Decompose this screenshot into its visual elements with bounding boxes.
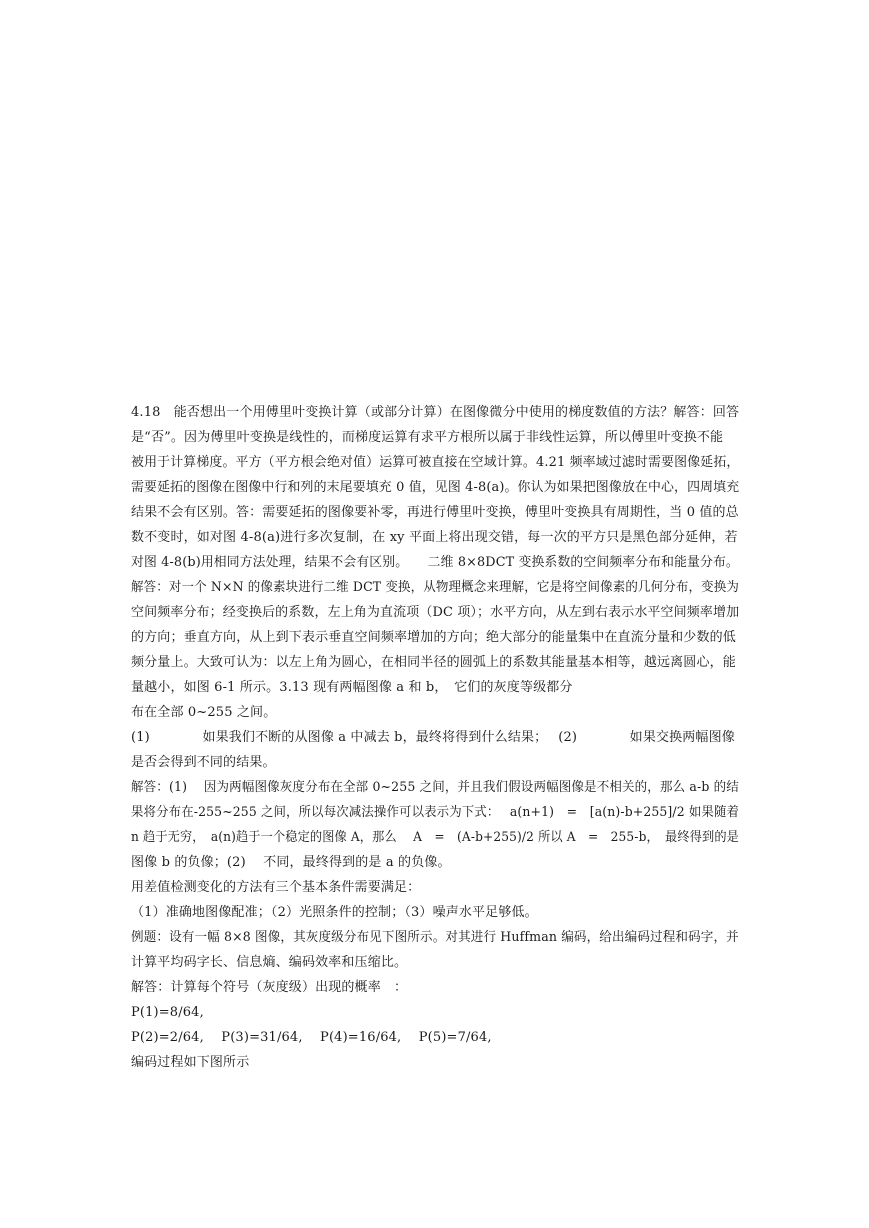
text-line: 计算平均码字长、信息熵、编码效率和压缩比。 [131,955,408,970]
text-line: 解答：(1) 因为两幅图像灰度分布在全部 0~255 之间，并且我们假设两幅图像是不相关的，那么 a-b 的结 [131,780,739,795]
text-line: 解答：计算每个符号（灰度级）出现的概率 ： [131,980,408,995]
text-line: 需要延拓的图像在图像中行和列的末尾要填充 0 值，见图 4-8(a)。你认为如果把图像放在中心，四周填充 [131,480,740,495]
text-line: 结果不会有区别。答：需要延拓的图像要补零，再进行傅里叶变换，傅里叶变换具有周期性，当 0 值的总 [131,505,739,520]
text-line: 数不变时，如对图 4-8(a)进行多次复制，在 xy 平面上将出现交错，每一次的平方只是黑色部分延伸，若 [131,530,738,545]
text-line: P(1)=8/64, [131,1005,204,1020]
text-line: （1）准确地图像配准；（2）光照条件的控制；（3）噪声水平足够低。 [131,905,538,920]
text-line: 果将分布在-255~255 之间，所以每次减法操作可以表示为下式： a(n+1) = [a(n)-b+255]/2 如果随着 [131,805,740,820]
text-line: 图像 b 的负像；(2) 不同，最终得到的是 a 的负像。 [131,855,451,870]
text-line: 的方向；垂直方向，从上到下表示垂直空间频率增加的方向；绝大部分的能量集中在直流分量和少数的低 [131,630,736,645]
text-line: 用差值检测变化的方法有三个基本条件需要满足： [131,880,421,895]
text-line: 频分量上。大致可认为：以左上角为圆心，在相同半径的圆弧上的系数其能量基本相等，越远离圆心，能 [131,655,736,670]
text-line: 解答：对一个 N×N 的像素块进行二维 DCT 变换，从物理概念来理解，它是将空间像素的几何分布，变换为 [131,580,740,595]
text-line: 是否会得到不同的结果。 [131,755,276,770]
text-line: P(2)=2/64, P(3)=31/64, P(4)=16/64, P(5)=7/64, [131,1030,492,1045]
text-line: n 趋于无穷， a(n)趋于一个稳定的图像 A，那么 A = (A-b+255)/2 所以 A = 255-b， 最终得到的是 [131,830,739,845]
text-line: (1) 如果我们不断的从图像 a 中减去 b，最终将得到什么结果； (2) 如果交换两幅图像 [131,730,735,745]
text-line: 对图 4-8(b)用相同方法处理，结果不会有区别。 二维 8×8DCT 变换系数的空间频率分布和能量分布。 [131,555,739,570]
text-line: 空间频率分布；经变换后的系数，左上角为直流项（DC 项）；水平方向，从左到右表示水平空间频率增加 [131,605,740,620]
text-line: 4.18 能否想出一个用傅里叶变换计算（或部分计算）在图像微分中使用的梯度数值的方法？解答：回答 [131,405,740,420]
text-line: 被用于计算梯度。平方（平方根会绝对值）运算可被直接在空域计算。4.21 频率域过滤时需要图像延拓， [131,455,740,470]
text-line: 布在全部 0~255 之间。 [131,705,277,720]
text-line: 是“否”。因为傅里叶变换是线性的，而梯度运算有求平方根所以属于非线性运算，所以傅里叶变换不能 [131,430,724,445]
text-line: 量越小，如图 6-1 所示。3.13 现有两幅图像 a 和 b， 它们的灰度等级都分 [131,680,573,695]
text-line: 例题：设有一幅 8×8 图像，其灰度级分布见下图所示。对其进行 Huffman 编码，给出编码过程和码字，并 [131,930,739,945]
text-line: 编码过程如下图所示 [131,1055,250,1070]
